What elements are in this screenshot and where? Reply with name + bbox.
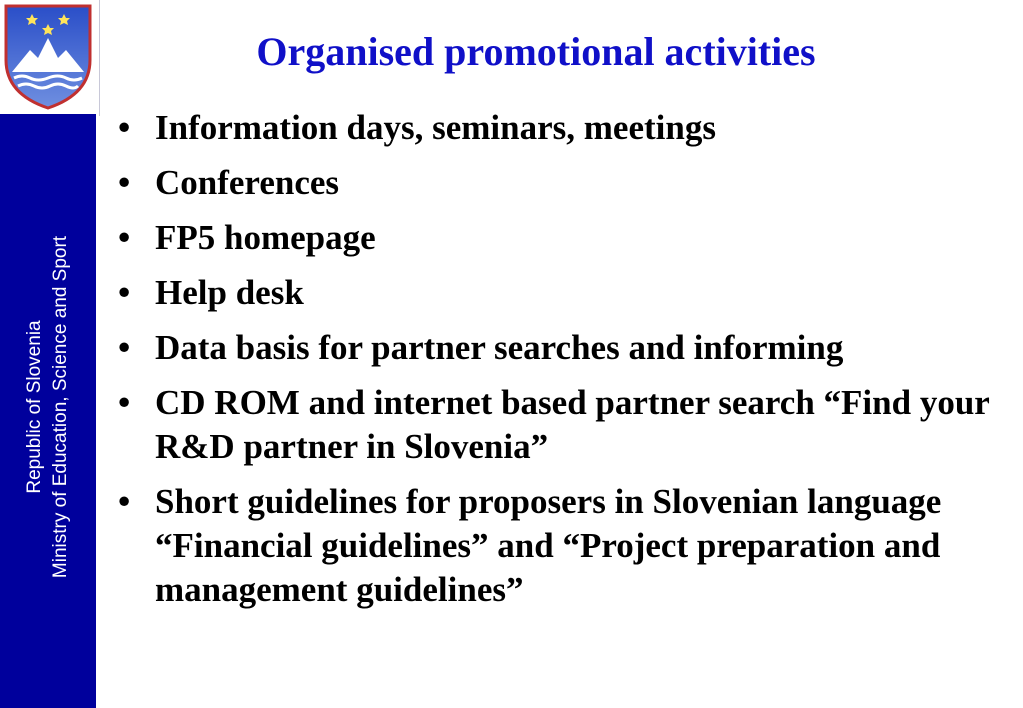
bullet-text: Conferences [155, 163, 340, 202]
bullet-item [118, 161, 1008, 205]
bullet-text: CD ROM and internet based partner search “Find your R&D partner in Slovenia” [155, 383, 990, 466]
bullet-item [118, 106, 1008, 150]
sidebar-line-republic: Republic of Slovenia [24, 320, 45, 494]
bullet-item [118, 271, 1008, 315]
bullet-text: Information days, seminars, meetings [155, 108, 716, 147]
bullet-text: FP5 homepage [155, 218, 376, 257]
sidebar-line-ministry: Ministry of Education, Science and Sport [50, 235, 71, 579]
bullet-text: Short guidelines for proposers in Slovenian language “Financial guidelines” and “Project preparation and management guidelines” [155, 482, 942, 609]
bullet-item [118, 216, 1008, 260]
bullet-item [118, 480, 1008, 612]
bullet-icon: • [118, 383, 131, 422]
bullet-icon: • [118, 218, 131, 257]
slovenian-coat-of-arms-icon [2, 2, 94, 110]
bullet-item [118, 381, 1008, 469]
bullet-icon: • [118, 273, 131, 312]
bullet-icon: • [118, 328, 131, 367]
bullet-text: Help desk [155, 273, 304, 312]
bullet-icon: • [118, 108, 131, 147]
bullet-text: Data basis for partner searches and informing [155, 328, 844, 367]
bullet-item [118, 326, 1008, 370]
bullet-list [118, 106, 1008, 623]
slide-title: Organised promotional activities [256, 29, 816, 74]
sidebar-caption [22, 177, 74, 637]
bullet-icon: • [118, 482, 131, 521]
logo-box [0, 0, 100, 116]
bullet-icon: • [118, 163, 131, 202]
